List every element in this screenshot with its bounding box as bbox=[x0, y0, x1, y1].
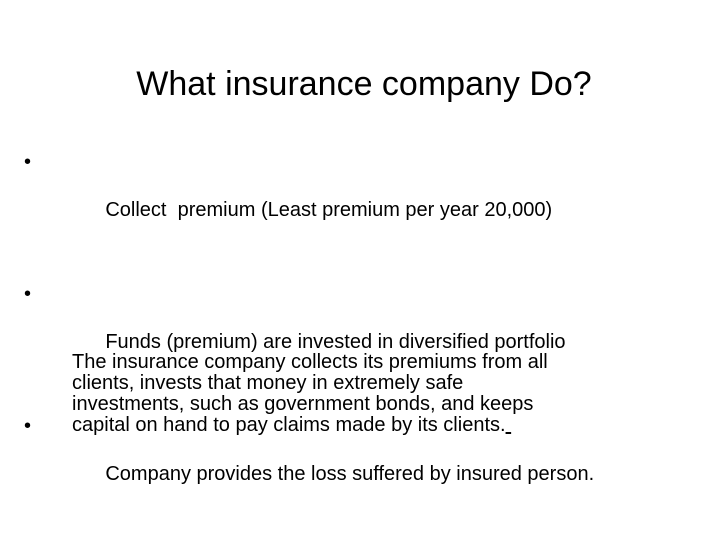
paragraph-line: The insurance company collects its premiums from all bbox=[72, 351, 548, 373]
slide-title: What insurance company Do? bbox=[136, 65, 592, 103]
bullet-text: Collect premium (Least premium per year 20,000) bbox=[105, 199, 553, 221]
explanation-paragraph bbox=[72, 352, 682, 436]
bullet-text: Company provides the loss suffered by insured person. bbox=[105, 463, 595, 485]
bullet-marker: • bbox=[24, 283, 32, 305]
bullet-list bbox=[24, 150, 704, 510]
bullet-text: Funds (premium) are invested in diversified portfolio bbox=[105, 331, 566, 353]
bullet-marker: • bbox=[24, 151, 32, 173]
paragraph-line: clients, invests that money in extremely safe bbox=[72, 372, 464, 394]
bullet-marker: • bbox=[24, 415, 32, 437]
paragraph-line-text: capital on hand to pay claims made by its clients. bbox=[72, 414, 506, 436]
underlined-trailing-space bbox=[506, 414, 512, 436]
paragraph-line: investments, such as government bonds, and keeps bbox=[72, 393, 534, 415]
paragraph-line-last bbox=[72, 415, 682, 436]
bullet-item-collect-premium bbox=[24, 150, 704, 246]
